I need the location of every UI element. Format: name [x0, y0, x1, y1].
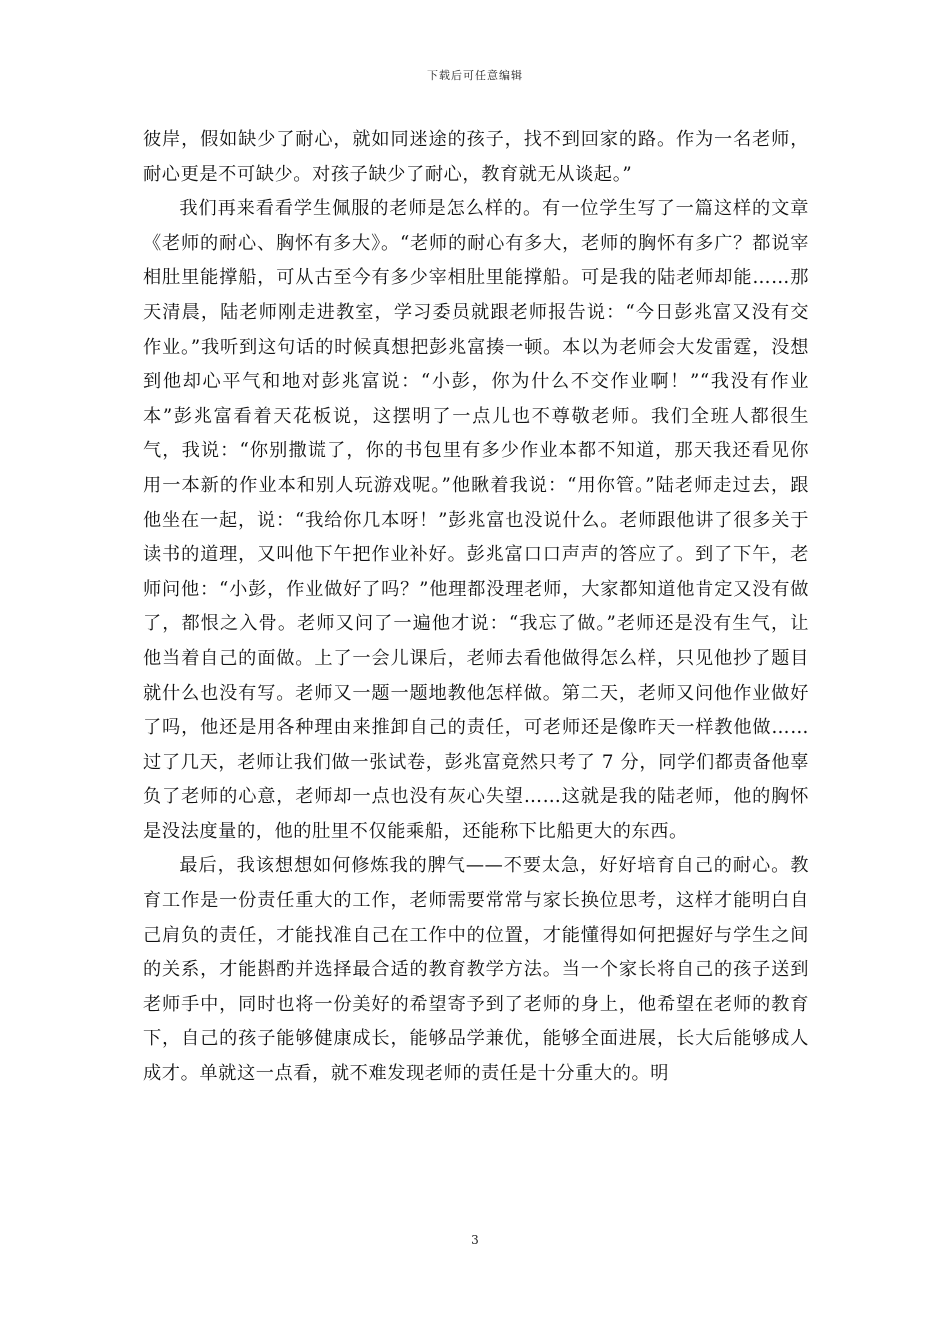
page-number: 3 — [471, 1233, 479, 1247]
body-text — [143, 123, 809, 1092]
page-header: 下载后可任意编辑 — [427, 69, 523, 82]
paragraph-student-essay: 我们再来看看学生佩服的老师是怎么样的。有一位学生写了一篇这样的文章《老师的耐心、胸怀有多大》。“老师的耐心有多大，老师的胸怀有多广？都说宰相肚里能撑船，可从古至今有多少宰相肚里能撑船。可是我的陆老师却能……那天清晨，陆老师刚走进教室，学习委员就跟老师报告说：“今日彭兆富又没有交作业。”我听到这句话的时候真想把彭兆富揍一顿。本以为老师会大发雷霆，没想到他却心平气和地对彭兆富说：“小彭，你为什么不交作业啊！”“我没有作业本”彭兆富看着天花板说，这摆明了一点儿也不尊敬老师。我们全班人都很生气，我说：“你别撒谎了，你的书包里有多少作业本都不知道，那天我还看见你用一本新的作业本和别人玩游戏呢。”他瞅着我说：“用你管。”陆老师走过去，跟他坐在一起，说：“我给你几本呀！”彭兆富也没说什么。老师跟他讲了很多关于读书的道理，又叫他下午把作业补好。彭兆富口口声声的答应了。到了下午，老师问他：“小彭，作业做好了吗？”他理都没理老师，大家都知道他肯定又没有做了，都恨之入骨。老师又问了一遍他才说：“我忘了做。”老师还是没有生气，让他当着自己的面做。上了一会儿课后，老师去看他做得怎么样，只见他抄了题目就什么也没有写。老师又一题一题地教他怎样做。第二天，老师又问他作业做好了吗，他还是用各种理由来推卸自己的责任，可老师还是像昨天一样教他做……过了几天，老师让我们做一张试卷，彭兆富竟然只考了 7 分，同学们都责备他辜负了老师的心意，老师却一点也没有灰心失望……这就是我的陆老师，他的胸怀是没法度量的，他的肚里不仅能乘船，还能称下比船更大的东西。 — [143, 198, 809, 842]
paragraph-continuation: 彼岸，假如缺少了耐心，就如同迷途的孩子，找不到回家的路。作为一名老师，耐心更是不可缺少。对孩子缺少了耐心，教育就无从谈起。” — [143, 129, 809, 185]
paragraph-conclusion: 最后，我该想想如何修炼我的脾气——不要太急，好好培育自己的耐心。教育工作是一份责任重大的工作，老师需要常常与家长换位思考，这样才能明白自己肩负的责任，才能找准自己在工作中的位置，才能懂得如何把握好与学生之间的关系，才能斟酌并选择最合适的教育教学方法。当一个家长将自己的孩子送到老师手中，同时也将一份美好的希望寄予到了老师的身上，他希望在老师的教育下，自己的孩子能够健康成长，能够品学兼优，能够全面进展，长大后能够成人成才。单就这一点看，就不难发现老师的责任是十分重大的。明 — [143, 855, 809, 1085]
